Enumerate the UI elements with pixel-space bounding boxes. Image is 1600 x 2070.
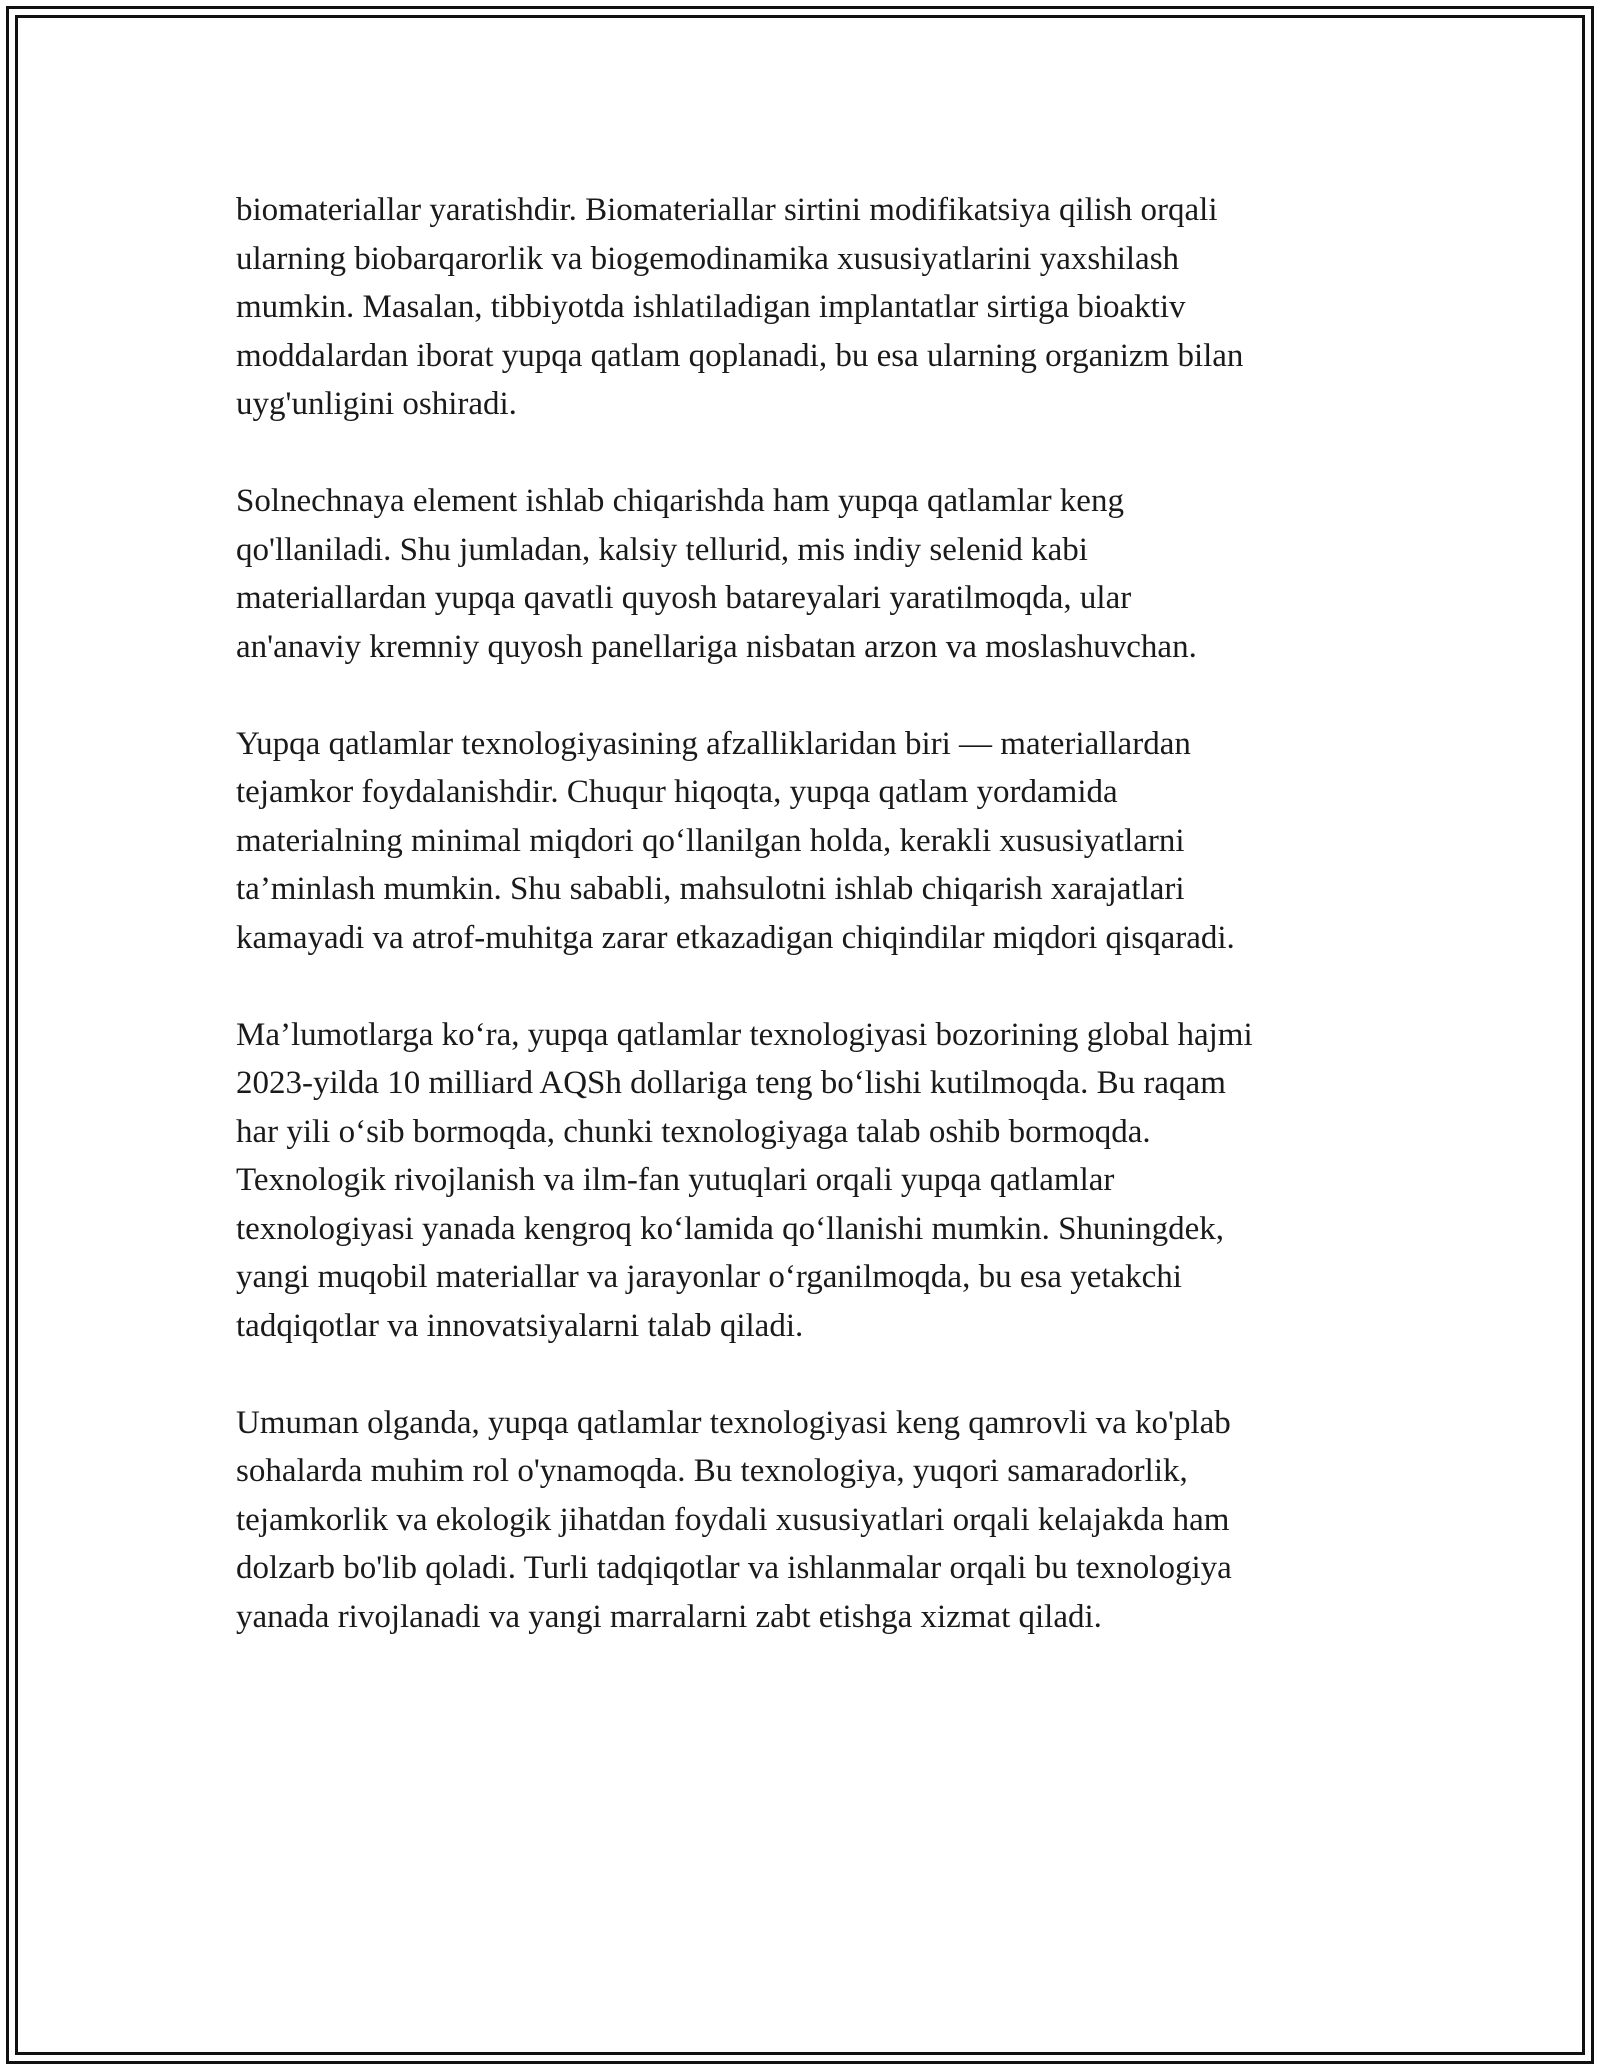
paragraph-biomaterials: biomateriallar yaratishdir. Biomateriallar sirtini modifikatsiya qilish orqali ularning biobarqarorlik va biogemodinamika xususiyatlarini yaxshilash mumkin. Masalan, tibbiyotda ishlatiladigan implantatlar sirtiga bioaktiv moddalardan iborat yupqa qatlam qoplanadi, bu esa ularning organizm bilan uyg'unligini oshiradi. xyxy=(236,192,1244,422)
paragraph-solar-cells: Solnechnaya element ishlab chiqarishda ham yupqa qatlamlar keng qo'llaniladi. Shu jumladan, kalsiy tellurid, mis indiy selenid kabi materiallardan yupqa qavatli quyosh batareyalari yaratilmoqda, ular an'anaviy kremniy quyosh panellariga nisbatan arzon va moslashuvchan. xyxy=(236,483,1197,665)
document-body xyxy=(236,186,1386,1690)
paragraph-advantages: Yupqa qatlamlar texnologiyasining afzalliklaridan biri — materiallardan tejamkor foydalanishdir. Chuqur hiqoqta, yupqa qatlam yordamida materialning minimal miqdori qo‘llanilgan holda, kerakli xususiyatlarni ta’minlash mumkin. Shu sababli, mahsulotni ishlab chiqarish xarajatlari kamayadi va atrof-muhitga zarar etkazadigan chiqindilar miqdori qisqaradi. xyxy=(236,725,1235,956)
paragraph-market-data: Ma’lumotlarga ko‘ra, yupqa qatlamlar texnologiyasi bozorining global hajmi 2023-yilda 10 milliard AQSh dollariga teng bo‘lishi kutilmoqda. Bu raqam har yili o‘sib bormoqda, chunki texnologiyaga talab oshib bormoqda. Texnologik rivojlanish va ilm-fan yutuqlari orqali yupqa qatlamlar texnologiyasi yanada kengroq ko‘lamida qo‘llanishi mumkin. Shuningdek, yangi muqobil materiallar va jarayonlar o‘rganilmoqda, bu esa yetakchi tadqiqotlar va innovatsiyalarni talab qiladi. xyxy=(236,1016,1253,1344)
paragraph-conclusion: Umuman olganda, yupqa qatlamlar texnologiyasi keng qamrovli va ko'plab sohalarda muhim rol o'ynamoqda. Bu texnologiya, yuqori samaradorlik, tejamkorlik va ekologik jihatdan foydali xususiyatlari orqali kelajakda ham dolzarb bo'lib qoladi. Turli tadqiqotlar va ishlanmalar orqali bu texnologiya yanada rivojlanadi va yangi marralarni zabt etishga xizmat qiladi. xyxy=(236,1404,1232,1635)
